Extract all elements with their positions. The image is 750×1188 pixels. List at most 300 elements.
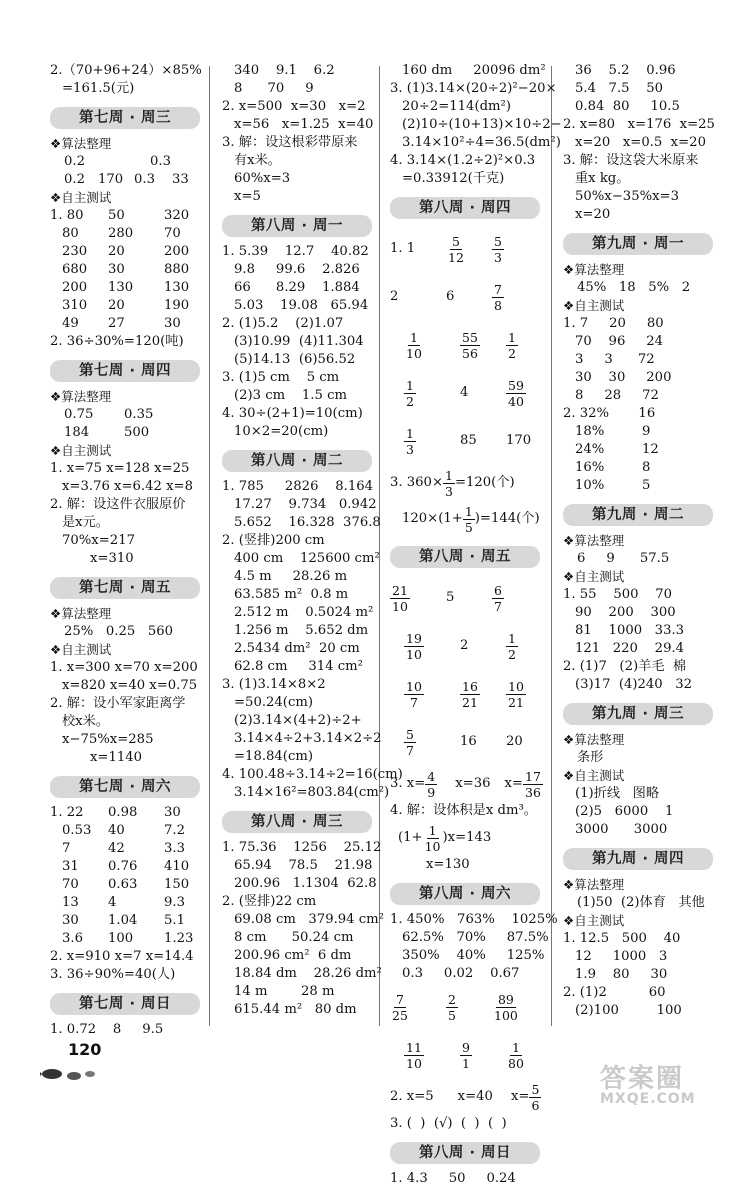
cell: 170 bbox=[98, 172, 124, 187]
numerator: 10 bbox=[406, 678, 422, 694]
fraction bbox=[506, 679, 526, 710]
numerator: 2 bbox=[448, 991, 456, 1007]
fraction bbox=[404, 1040, 424, 1071]
answer-line: 65.94 78.5 21.98 bbox=[234, 858, 373, 873]
cell: 7 bbox=[62, 841, 71, 856]
answer-line: (2)3 cm 1.5 cm bbox=[234, 388, 347, 403]
answer-line: 2. x=910 x=7 x=14.4 bbox=[50, 949, 194, 964]
answer-line: 1. 7 20 80 bbox=[563, 316, 664, 331]
cell bbox=[390, 240, 446, 258]
answer-line: 3. (1)5 cm 5 cm bbox=[222, 370, 340, 385]
answer-line: 3. ( ) (√) ( ) ( ) bbox=[390, 1116, 507, 1131]
answer-line: 4. 3.14×(1.2÷2)²×0.3 bbox=[390, 153, 536, 168]
section-header: 第七周 · 周五 bbox=[50, 577, 200, 599]
fraction bbox=[492, 992, 520, 1023]
answer-line: 90 200 300 bbox=[575, 605, 676, 620]
value: 2 bbox=[390, 289, 399, 304]
denominator: 5 bbox=[448, 1007, 456, 1023]
answer-row bbox=[50, 406, 228, 424]
answer-row bbox=[50, 279, 228, 297]
answer-line: 350% 40% 125% bbox=[402, 948, 545, 963]
answer-row bbox=[50, 804, 228, 822]
answer-line: (1)折线 图略 bbox=[575, 786, 660, 801]
answer-line: 2. x=500 x=30 x=2 bbox=[222, 99, 366, 114]
answer-line: 340 9.1 6.2 bbox=[234, 63, 335, 78]
numerator: 5 bbox=[406, 726, 414, 742]
answer-line: 1.9 80 30 bbox=[575, 967, 668, 982]
subheading: ❖算法整理 bbox=[50, 136, 112, 151]
text: 3. 360× bbox=[390, 475, 443, 490]
answer-line: 4. 解：设体积是x dm³。 bbox=[390, 803, 537, 818]
numerator: 21 bbox=[392, 582, 408, 598]
cell bbox=[390, 330, 460, 361]
cell bbox=[492, 282, 542, 313]
fraction bbox=[446, 234, 466, 265]
cell bbox=[390, 727, 460, 758]
fraction-table bbox=[390, 225, 568, 465]
numerator: 7 bbox=[395, 991, 404, 1007]
fraction bbox=[404, 378, 416, 409]
section-header: 第七周 · 周日 bbox=[50, 993, 200, 1015]
answer-line: x=310 bbox=[90, 551, 134, 566]
cell bbox=[460, 384, 506, 402]
cell bbox=[506, 631, 556, 662]
fish-decoration-icon bbox=[40, 1062, 100, 1084]
value: 5 bbox=[446, 590, 455, 605]
cell: 320 bbox=[164, 208, 190, 223]
denominator: 3 bbox=[445, 483, 453, 499]
answer-row bbox=[50, 424, 228, 442]
answer-line: 8 28 72 bbox=[575, 388, 659, 403]
fraction-row bbox=[390, 718, 568, 766]
numerator: 10 bbox=[508, 678, 524, 694]
fraction-row bbox=[390, 622, 568, 670]
answer-line: 69.08 cm 379.94 cm² bbox=[234, 912, 384, 927]
text: x=36 bbox=[455, 776, 491, 791]
value: 16 bbox=[460, 734, 477, 749]
answer-line: 2.（70+96+24）×85% bbox=[50, 63, 202, 78]
fraction bbox=[404, 679, 424, 710]
denominator: 56 bbox=[462, 345, 478, 361]
fraction bbox=[443, 468, 455, 499]
fraction-row bbox=[390, 273, 568, 321]
answer-line: 0.3 0.02 0.67 bbox=[402, 966, 520, 981]
text: 120×(1+ bbox=[402, 511, 463, 526]
answer-line: x=20 x=0.5 x=20 bbox=[575, 135, 706, 150]
answer-line: 3. 解：设这袋大米原来 bbox=[563, 153, 699, 168]
numerator: 1 bbox=[445, 467, 453, 483]
numerator: 19 bbox=[406, 630, 422, 646]
fraction-row bbox=[390, 417, 568, 465]
cell bbox=[506, 330, 556, 361]
answer-line: x=820 x=40 x=0.75 bbox=[62, 678, 198, 693]
value: 4 bbox=[460, 385, 469, 400]
cell: 100 bbox=[108, 931, 134, 946]
answer-line: 14 m 28 m bbox=[234, 984, 335, 999]
cell: 33 bbox=[172, 172, 189, 187]
cell: 50 bbox=[108, 208, 125, 223]
answer-line: 25% 0.25 560 bbox=[64, 624, 173, 639]
cell: 1.04 bbox=[108, 913, 138, 928]
fraction-row bbox=[390, 225, 568, 273]
answer-line: 2.512 m 0.5024 m² bbox=[234, 605, 374, 620]
cell: 0.53 bbox=[62, 823, 92, 838]
cell bbox=[506, 1040, 556, 1071]
fraction bbox=[390, 992, 410, 1023]
subheading: ❖算法整理 bbox=[50, 389, 112, 404]
answer-line: 3. 解：设这根彩带原来 bbox=[222, 135, 358, 150]
value: 1. 1 bbox=[390, 241, 416, 256]
answer-line: 1. 75.36 1256 25.12 bbox=[222, 840, 382, 855]
watermark-logo bbox=[600, 1058, 740, 1107]
answer-line: 2. (竖排)22 cm bbox=[222, 894, 317, 909]
answer-line: 1. 450% 763% 1025% bbox=[390, 912, 558, 927]
denominator: 21 bbox=[508, 694, 524, 710]
subheading: ❖算法整理 bbox=[563, 877, 625, 892]
subheading: ❖算法整理 bbox=[50, 606, 112, 621]
answer-column-3 bbox=[390, 62, 568, 1188]
numerator: 5 bbox=[451, 233, 460, 249]
denominator: 1 bbox=[462, 1055, 470, 1071]
section-header: 第八周 · 周三 bbox=[222, 811, 372, 833]
answer-line: 1. x=75 x=128 x=25 bbox=[50, 461, 190, 476]
subheading: ❖算法整理 bbox=[563, 533, 625, 548]
answer-line: 1. 55 500 70 bbox=[563, 587, 673, 602]
cell: 0.76 bbox=[108, 859, 138, 874]
answer-line: 12 1000 3 bbox=[575, 949, 668, 964]
cell: 200 bbox=[164, 244, 190, 259]
answer-row bbox=[50, 840, 228, 858]
cell: 31 bbox=[62, 859, 79, 874]
answer-row bbox=[50, 225, 228, 243]
cell bbox=[390, 378, 460, 409]
answer-line: 18% 9 bbox=[575, 424, 651, 439]
answer-row bbox=[50, 822, 228, 840]
answer-line: 3.14×16²=803.84(cm²) bbox=[234, 785, 390, 800]
section-header: 第七周 · 周四 bbox=[50, 360, 200, 382]
answer-line: 160 dm 20096 dm² bbox=[402, 63, 546, 78]
answer-line: 4. 100.48÷3.14÷2=16(cm) bbox=[222, 767, 403, 782]
answer-line: 2. (竖排)200 cm bbox=[222, 533, 325, 548]
fraction bbox=[492, 583, 504, 614]
answer-line: (3)17 (4)240 32 bbox=[575, 677, 693, 692]
cell bbox=[506, 679, 556, 710]
answer-row bbox=[50, 261, 228, 279]
answer-block bbox=[222, 839, 400, 1019]
answer-line: 62.8 cm 314 cm² bbox=[234, 659, 363, 674]
page-number: 120 bbox=[68, 1040, 102, 1059]
fraction-row bbox=[390, 1031, 568, 1079]
fraction-row bbox=[390, 983, 568, 1031]
cell: 0.2 bbox=[64, 172, 85, 187]
subheading: ❖自主测试 bbox=[50, 642, 112, 657]
answer-row bbox=[50, 297, 228, 315]
denominator: 2 bbox=[508, 646, 516, 662]
fraction bbox=[523, 769, 543, 800]
fraction bbox=[506, 631, 518, 662]
answer-line: 8 cm 50.24 cm bbox=[234, 930, 354, 945]
answer-line: 200.96 1.1304 62.8 bbox=[234, 876, 377, 891]
answer-line: 3 3 72 bbox=[575, 352, 655, 367]
cell: 30 bbox=[164, 316, 181, 331]
answer-line: 2. 解：设这件衣服原价 bbox=[50, 497, 186, 512]
fraction bbox=[492, 282, 504, 313]
cell bbox=[390, 992, 446, 1023]
answer-line: 2.5434 dm² 20 cm bbox=[234, 641, 360, 656]
text: x= bbox=[510, 1089, 530, 1104]
numerator: 1 bbox=[508, 630, 516, 646]
value: 20 bbox=[506, 734, 523, 749]
denominator: 3 bbox=[494, 249, 502, 265]
answer-row bbox=[390, 1079, 568, 1115]
answer-line: 400 cm 125600 cm² bbox=[234, 551, 380, 566]
denominator: 7 bbox=[406, 742, 414, 758]
answer-line: 3.14×4÷2+3.14×2÷2 bbox=[234, 731, 382, 746]
cell: 20 bbox=[108, 298, 125, 313]
answer-line: 1. 785 2826 8.164 bbox=[222, 479, 373, 494]
cell bbox=[446, 234, 492, 265]
cell bbox=[390, 1040, 460, 1071]
numerator: 7 bbox=[494, 281, 502, 297]
section-header: 第八周 · 周日 bbox=[390, 1142, 540, 1164]
cell: 30 bbox=[164, 805, 181, 820]
cell: 184 bbox=[64, 425, 90, 440]
answer-line: 5.4 7.5 50 bbox=[575, 81, 664, 96]
answer-line: =161.5(元) bbox=[62, 81, 135, 96]
fraction bbox=[425, 769, 437, 800]
cell: 130 bbox=[108, 280, 134, 295]
cell: 5.1 bbox=[164, 913, 185, 928]
answer-line: 4.5 m 28.26 m bbox=[234, 569, 348, 584]
text: (1+ bbox=[398, 830, 423, 845]
cell bbox=[506, 378, 556, 409]
answer-line: 6 9 57.5 bbox=[577, 551, 670, 566]
numerator: 17 bbox=[525, 768, 541, 784]
cell bbox=[460, 679, 506, 710]
cell: 1. 22 bbox=[50, 805, 84, 820]
cell: 3.3 bbox=[164, 841, 185, 856]
denominator: 7 bbox=[494, 598, 502, 614]
subheading: ❖自主测试 bbox=[563, 569, 625, 584]
answer-line: 1. 12.5 500 40 bbox=[563, 931, 681, 946]
cell: 0.3 bbox=[150, 154, 171, 169]
fraction bbox=[506, 1040, 526, 1071]
section-header: 第八周 · 周五 bbox=[390, 546, 540, 568]
answer-table bbox=[50, 207, 228, 333]
numerator: 5 bbox=[494, 233, 502, 249]
section-header: 第九周 · 周四 bbox=[563, 848, 713, 870]
denominator: 6 bbox=[531, 1097, 540, 1113]
text: x=40 bbox=[457, 1089, 493, 1104]
cell: 70 bbox=[164, 226, 181, 241]
cell bbox=[492, 992, 542, 1023]
answer-line: 0.84 80 10.5 bbox=[575, 99, 680, 114]
answer-line: 60%x=3 bbox=[234, 171, 291, 186]
answer-line: (2)5 6000 1 bbox=[575, 804, 674, 819]
cell bbox=[446, 992, 492, 1023]
denominator: 2 bbox=[406, 393, 414, 409]
answer-block bbox=[222, 62, 400, 206]
subheading: ❖算法整理 bbox=[563, 732, 625, 747]
numerator: 5 bbox=[531, 1081, 540, 1097]
cell: 1. 80 bbox=[50, 208, 84, 223]
value: 85 bbox=[460, 433, 477, 448]
fraction bbox=[404, 426, 416, 457]
cell: 280 bbox=[108, 226, 134, 241]
section-header: 第八周 · 周二 bbox=[222, 450, 372, 472]
answer-column-2 bbox=[222, 62, 403, 1019]
fraction-row bbox=[390, 670, 568, 718]
numerator: 1 bbox=[508, 329, 516, 345]
fraction-row bbox=[390, 574, 568, 622]
cell bbox=[390, 426, 460, 457]
cell: 190 bbox=[164, 298, 190, 313]
cell: 0.75 bbox=[64, 407, 94, 422]
section-header: 第九周 · 周一 bbox=[563, 233, 713, 255]
fraction bbox=[446, 992, 458, 1023]
answer-row bbox=[50, 207, 228, 225]
answer-line: 62.5% 70% 87.5% bbox=[402, 930, 549, 945]
answer-line: 70 96 24 bbox=[575, 334, 664, 349]
answer-line: 17.27 9.734 0.942 bbox=[234, 497, 377, 512]
subheading: ❖自主测试 bbox=[50, 443, 112, 458]
answer-line: 2. 32% 16 bbox=[563, 406, 656, 421]
cell: 680 bbox=[62, 262, 88, 277]
answer-line: 1. x=300 x=70 x=200 bbox=[50, 660, 198, 675]
answer-line: 2. (1)7 (2)羊毛 棉 bbox=[563, 659, 687, 674]
cell bbox=[390, 583, 446, 614]
cell: 7.2 bbox=[164, 823, 185, 838]
answer-line: 2. (1)2 60 bbox=[563, 985, 666, 1000]
numerator: 1 bbox=[428, 822, 437, 838]
answer-block bbox=[222, 243, 400, 441]
watermark-url: MXQE.COM bbox=[600, 1091, 696, 1107]
answer-line: 3. (1)3.14×8×2 bbox=[222, 677, 326, 692]
answer-column-1 bbox=[50, 62, 228, 1039]
answer-line: 重x kg。 bbox=[575, 171, 630, 186]
cell: 150 bbox=[164, 877, 190, 892]
cell: 0.98 bbox=[108, 805, 138, 820]
subheading: ❖自主测试 bbox=[563, 298, 625, 313]
fraction bbox=[404, 727, 416, 758]
cell: 410 bbox=[164, 859, 190, 874]
answer-line: 20÷2=114(dm²) bbox=[402, 99, 511, 114]
answer-line: x=20 bbox=[575, 207, 611, 222]
section-header: 第九周 · 周三 bbox=[563, 703, 713, 725]
numerator: 1 bbox=[406, 377, 414, 393]
answer-line: 121 220 29.4 bbox=[575, 641, 685, 656]
denominator: 21 bbox=[462, 694, 478, 710]
fraction-row bbox=[390, 369, 568, 417]
section-header: 第七周 · 周六 bbox=[50, 776, 200, 798]
fraction bbox=[460, 330, 480, 361]
denominator: 10 bbox=[406, 646, 422, 662]
answer-line: 5.03 19.08 65.94 bbox=[234, 298, 369, 313]
subheading: ❖自主测试 bbox=[563, 768, 625, 783]
cell bbox=[460, 637, 506, 655]
answer-line: 1. 0.72 8 9.5 bbox=[50, 1022, 164, 1037]
cell bbox=[460, 330, 506, 361]
cell bbox=[492, 583, 542, 614]
answer-line: (1)50 (2)体育 其他 bbox=[577, 895, 705, 910]
answer-line: 3. (1)3.14×(20÷2)²−20× bbox=[390, 81, 557, 96]
answer-line: (5)14.13 (6)56.52 bbox=[234, 352, 356, 367]
fraction bbox=[404, 631, 424, 662]
cell: 30 bbox=[62, 913, 79, 928]
fraction bbox=[460, 1040, 472, 1071]
cell: 130 bbox=[164, 280, 190, 295]
answer-block bbox=[390, 911, 568, 983]
answer-line: x−75%x=285 bbox=[62, 732, 154, 747]
cell: 0.63 bbox=[108, 877, 138, 892]
cell: 0.3 bbox=[134, 172, 155, 187]
answer-row bbox=[390, 820, 568, 856]
answer-line: 校x米。 bbox=[62, 714, 109, 729]
numerator: 1 bbox=[409, 329, 418, 345]
cell: 80 bbox=[62, 226, 79, 241]
answer-line: 1.256 m 5.652 dm bbox=[234, 623, 369, 638]
denominator: 40 bbox=[508, 393, 524, 409]
answer-line: 24% 12 bbox=[575, 442, 659, 457]
cell: 42 bbox=[108, 841, 125, 856]
subheading: ❖自主测试 bbox=[50, 190, 112, 205]
answer-line: 30 30 200 bbox=[575, 370, 672, 385]
cell: 13 bbox=[62, 895, 79, 910]
answer-block bbox=[563, 315, 741, 495]
answer-line: 3. 36÷90%=40(人) bbox=[50, 967, 176, 982]
answer-block bbox=[222, 478, 403, 802]
answer-row bbox=[50, 930, 228, 948]
section-header: 第八周 · 周四 bbox=[390, 197, 540, 219]
denominator: 80 bbox=[508, 1055, 524, 1071]
answer-line: 200.96 cm² 6 dm bbox=[234, 948, 352, 963]
fraction-table bbox=[390, 574, 568, 766]
answer-line: 2. x=80 x=176 x=25 bbox=[563, 117, 715, 132]
cell: 230 bbox=[62, 244, 88, 259]
text: 2. x=5 bbox=[390, 1089, 434, 1104]
answer-row bbox=[50, 153, 228, 171]
cell: 4 bbox=[108, 895, 117, 910]
text: x= bbox=[504, 776, 523, 791]
cell bbox=[460, 432, 506, 450]
cell bbox=[506, 733, 556, 751]
answer-line: 63.585 m² 0.8 m bbox=[234, 587, 349, 602]
cell: 500 bbox=[124, 425, 150, 440]
cell bbox=[390, 631, 460, 662]
fraction bbox=[463, 504, 475, 535]
section-header: 第九周 · 周二 bbox=[563, 504, 713, 526]
answer-line: 9.8 99.6 2.826 bbox=[234, 262, 360, 277]
value: 170 bbox=[506, 433, 532, 448]
text: )=144(个) bbox=[474, 511, 540, 526]
denominator: 2 bbox=[508, 345, 516, 361]
answer-line: (2)3.14×(4+2)÷2+ bbox=[234, 713, 362, 728]
cell: 3.6 bbox=[62, 931, 83, 946]
numerator: 1 bbox=[511, 1039, 520, 1055]
answer-line: 10% 5 bbox=[575, 478, 651, 493]
answer-line: 45% 18 5% 2 bbox=[577, 280, 691, 295]
denominator: 9 bbox=[427, 784, 436, 800]
cell bbox=[446, 589, 492, 607]
answer-line: 10×2=20(cm) bbox=[234, 424, 329, 439]
numerator: 89 bbox=[497, 991, 514, 1007]
cell: 9.3 bbox=[164, 895, 185, 910]
fraction bbox=[529, 1082, 541, 1113]
answer-block bbox=[563, 62, 741, 224]
answer-line: =0.33912(千克) bbox=[402, 171, 505, 186]
answer-line: 2. 解：设小军家距离学 bbox=[50, 696, 186, 711]
cell: 20 bbox=[108, 244, 125, 259]
